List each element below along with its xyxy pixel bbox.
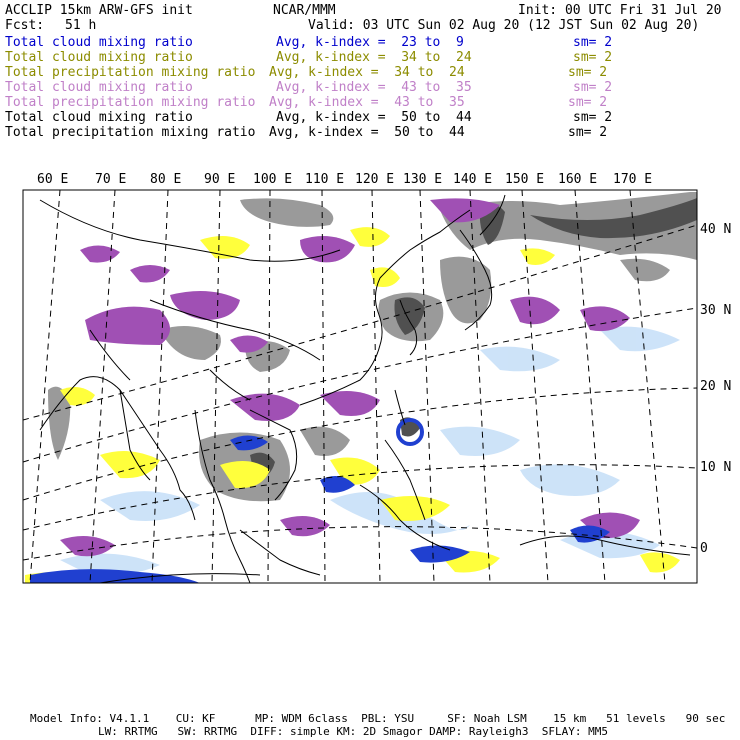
model-info-line2: LW: RRTMG SW: RRTMG DIFF: simple KM: 2D Smagor DAMP: Rayleigh3 SFLAY: MM5 — [98, 725, 608, 738]
longitude-label: 140 E — [453, 172, 493, 187]
field-smoothing: sm= 2 — [568, 95, 608, 110]
field-avg: Avg, k-index = 43 to 35 — [276, 80, 472, 95]
field-name: Total precipitation mixing ratio — [5, 65, 256, 80]
field-smoothing: sm= 2 — [573, 35, 613, 50]
longitude-label: 60 E — [37, 172, 69, 187]
latitude-label: 40 N — [700, 222, 732, 237]
field-name: Total precipitation mixing ratio — [5, 95, 256, 110]
longitude-label: 100 E — [253, 172, 293, 187]
longitude-label: 70 E — [95, 172, 127, 187]
field-name: Total cloud mixing ratio — [5, 35, 193, 50]
longitude-label: 90 E — [204, 172, 236, 187]
longitude-label: 150 E — [505, 172, 545, 187]
field-name: Total cloud mixing ratio — [5, 110, 193, 125]
field-name: Total cloud mixing ratio — [5, 80, 193, 95]
model-info-line1: Model Info: V4.1.1 CU: KF MP: WDM 6class PBL: YSU SF: Noah LSM 15 km 51 levels 90 sec — [30, 712, 726, 725]
field-smoothing: sm= 2 — [568, 125, 608, 140]
organization: NCAR/MMM — [273, 3, 336, 18]
field-smoothing: sm= 2 — [573, 80, 613, 95]
latitude-label: 0 — [700, 541, 708, 556]
longitude-label: 80 E — [150, 172, 182, 187]
field-avg: Avg, k-index = 43 to 35 — [269, 95, 465, 110]
forecast-hours: 51 h — [65, 18, 97, 33]
longitude-label: 120 E — [355, 172, 395, 187]
longitude-label: 110 E — [305, 172, 345, 187]
field-name: Total precipitation mixing ratio — [5, 125, 256, 140]
field-smoothing: sm= 2 — [568, 65, 608, 80]
longitude-label: 170 E — [613, 172, 653, 187]
field-avg: Avg, k-index = 34 to 24 — [269, 65, 465, 80]
field-name: Total cloud mixing ratio — [5, 50, 193, 65]
field-avg: Avg, k-index = 50 to 44 — [269, 125, 465, 140]
latitude-label: 10 N — [700, 460, 732, 475]
model-title: ACCLIP 15km ARW-GFS init — [5, 3, 193, 18]
latitude-label: 20 N — [700, 379, 732, 394]
latitude-label: 30 N — [700, 303, 732, 318]
longitude-label: 130 E — [403, 172, 443, 187]
field-smoothing: sm= 2 — [573, 50, 613, 65]
field-avg: Avg, k-index = 50 to 44 — [276, 110, 472, 125]
field-avg: Avg, k-index = 23 to 9 — [276, 35, 464, 50]
field-avg: Avg, k-index = 34 to 24 — [276, 50, 472, 65]
longitude-label: 160 E — [558, 172, 598, 187]
valid-time: Valid: 03 UTC Sun 02 Aug 20 (12 JST Sun 02 Aug 20) — [308, 18, 700, 33]
forecast-label: Fcst: — [5, 18, 45, 33]
init-time: Init: 00 UTC Fri 31 Jul 20 — [518, 3, 722, 18]
field-smoothing: sm= 2 — [573, 110, 613, 125]
